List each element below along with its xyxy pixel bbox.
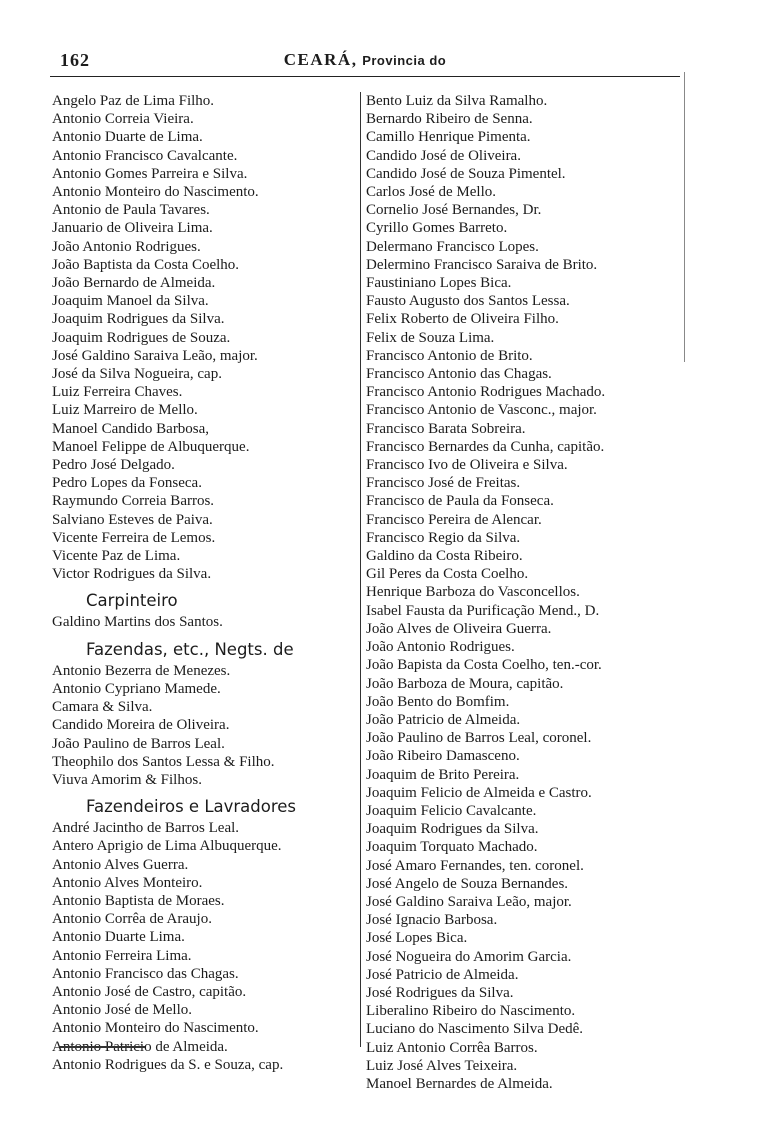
- list-item: Antonio Cypriano Mamede.: [52, 680, 221, 697]
- list-item: Joaquim Rodrigues da Silva.: [52, 311, 225, 328]
- list-item: Antonio Alves Guerra.: [52, 856, 189, 873]
- list-item: João Paulino de Barros Leal.: [52, 735, 225, 752]
- list-item: Antonio Monteiro do Nascimento.: [52, 184, 259, 201]
- section-heading-carpinteiro: Carpinteiro: [86, 591, 178, 611]
- list-item: Viuva Amorim & Filhos.: [52, 771, 202, 788]
- list-item: Theophilo dos Santos Lessa & Filho.: [52, 753, 275, 770]
- list-item: Pedro José Delgado.: [52, 457, 175, 474]
- list-item: Antonio Corrêa de Araujo.: [52, 911, 212, 928]
- list-item: Henrique Barboza do Vasconcellos.: [366, 584, 580, 601]
- list-item: Joaquim de Brito Pereira.: [366, 766, 520, 783]
- list-item: João Patricio de Almeida.: [366, 711, 521, 728]
- list-item: Antonio Francisco das Chagas.: [52, 965, 239, 982]
- list-item: Luiz Ferreira Chaves.: [52, 384, 183, 401]
- list-item: Camara & Silva.: [52, 699, 153, 716]
- list-item: Francisco Barata Sobreira.: [366, 420, 526, 437]
- list-item: Luiz José Alves Teixeira.: [366, 1057, 518, 1074]
- list-item: Francisco Regio da Silva.: [366, 529, 521, 546]
- list-item: Antonio de Paula Tavares.: [52, 202, 210, 219]
- list-item: João Ribeiro Damasceno.: [366, 748, 520, 765]
- list-item: Manoel Candido Barbosa,: [52, 420, 210, 437]
- list-item: Januario de Oliveira Lima.: [52, 220, 213, 237]
- margin-rule: [684, 72, 685, 362]
- list-item: Antero Aprigio de Lima Albuquerque.: [52, 838, 282, 855]
- list-item: Antonio Correia Vieira.: [52, 111, 194, 128]
- list-item: Francisco Antonio Rodrigues Machado.: [366, 384, 606, 401]
- list-item: Antonio Duarte Lima.: [52, 929, 185, 946]
- list-item: Antonio José de Mello.: [52, 1002, 192, 1019]
- list-item: Francisco Antonio de Vasconc., major.: [366, 402, 597, 419]
- column-divider: [360, 92, 361, 1047]
- list-item: Francisco de Paula da Fonseca.: [366, 493, 554, 510]
- names-list-continued: [52, 92, 358, 583]
- list-item: João Alves de Oliveira Guerra.: [366, 620, 552, 637]
- list-item: Galdino Martins dos Santos.: [52, 614, 223, 631]
- list-item: Luciano do Nascimento Silva Dedê.: [366, 1021, 584, 1038]
- list-item: Vicente Ferreira de Lemos.: [52, 529, 216, 546]
- list-item: Candido José de Oliveira.: [366, 147, 521, 164]
- page-number: 162: [60, 50, 90, 70]
- fazendeiros-list-continued: [366, 92, 684, 1093]
- list-item: Bernardo Ribeiro de Senna.: [366, 111, 533, 128]
- list-item: José Ignacio Barbosa.: [366, 912, 498, 929]
- list-item: Antonio Gomes Parreira e Silva.: [52, 165, 248, 182]
- section-heading-fazendas: Fazendas, etc., Negts. de: [86, 639, 294, 659]
- list-item: João Antonio Rodrigues.: [52, 238, 201, 255]
- list-item: José Amaro Fernandes, ten. coronel.: [366, 857, 584, 874]
- list-item: Vicente Paz de Lima.: [52, 548, 181, 565]
- list-item: Salviano Esteves de Paiva.: [52, 511, 213, 528]
- list-item: Victor Rodrigues da Silva.: [52, 566, 212, 583]
- list-item: Joaquim Rodrigues de Souza.: [52, 329, 231, 346]
- list-item: João Bernardo de Almeida.: [52, 275, 216, 292]
- list-item: Bento Luiz da Silva Ramalho.: [366, 93, 548, 109]
- running-head-subtitle: Provincia do: [362, 53, 447, 68]
- list-item: João Bento do Bomfim.: [366, 693, 510, 710]
- list-item: André Jacintho de Barros Leal.: [52, 820, 240, 837]
- carpinteiro-list: [52, 613, 358, 631]
- list-item: Luiz Antonio Corrêa Barros.: [366, 1039, 538, 1056]
- list-item: Antonio Alves Monteiro.: [52, 874, 203, 891]
- list-item: Pedro Lopes da Fonseca.: [52, 475, 202, 492]
- list-item: Isabel Fausta da Purificação Mend., D.: [366, 602, 600, 619]
- list-item: José Angelo de Souza Bernandes.: [366, 875, 569, 892]
- list-item: João Bapista da Costa Coelho, ten.-cor.: [366, 657, 602, 674]
- list-item: Delermino Francisco Saraiva de Brito.: [366, 256, 598, 273]
- right-column: [366, 92, 684, 1093]
- list-item: João Paulino de Barros Leal, coronel.: [366, 730, 592, 747]
- list-item: Luiz Marreiro de Mello.: [52, 402, 198, 419]
- list-item: Francisco Pereira de Alencar.: [366, 511, 542, 528]
- section-heading-fazendeiros: Fazendeiros e Lavradores: [86, 797, 297, 817]
- list-item: João Barboza de Moura, capitão.: [366, 675, 564, 692]
- list-item: Candido Moreira de Oliveira.: [52, 717, 230, 734]
- list-item: Antonio Francisco Cavalcante.: [52, 147, 238, 164]
- list-item: Antonio Baptista de Moraes.: [52, 892, 225, 909]
- list-item: Angelo Paz de Lima Filho.: [52, 93, 215, 109]
- list-item: Joaquim Rodrigues da Silva.: [366, 821, 539, 838]
- list-item: Antonio Monteiro do Nascimento.: [52, 1020, 259, 1037]
- list-item: Delermano Francisco Lopes.: [366, 238, 539, 255]
- page-header: [50, 46, 680, 77]
- list-item: Francisco José de Freitas.: [366, 475, 521, 492]
- list-item: José Lopes Bica.: [366, 930, 468, 947]
- list-item: José Rodrigues da Silva.: [366, 984, 514, 1001]
- list-item: Antonio Bezerra de Menezes.: [52, 662, 231, 679]
- list-item: Liberalino Ribeiro do Nascimento.: [366, 1003, 576, 1020]
- list-item: Candido José de Souza Pimentel.: [366, 165, 566, 182]
- fazendas-list: [52, 662, 358, 789]
- list-item: Felix de Souza Lima.: [366, 329, 495, 346]
- list-item: João Baptista da Costa Coelho.: [52, 256, 240, 273]
- list-item: Manoel Bernardes de Almeida.: [366, 1075, 553, 1092]
- list-item: Felix Roberto de Oliveira Filho.: [366, 311, 559, 328]
- list-item: Gil Peres da Costa Coelho.: [366, 566, 529, 583]
- list-item: João Antonio Rodrigues.: [366, 639, 515, 656]
- list-item: José Patricio de Almeida.: [366, 966, 519, 983]
- list-item: Galdino da Costa Ribeiro.: [366, 548, 523, 565]
- list-item: Francisco Ivo de Oliveira e Silva.: [366, 457, 568, 474]
- list-item: Joaquim Torquato Machado.: [366, 839, 538, 856]
- list-item: Faustiniano Lopes Bica.: [366, 275, 512, 292]
- bottom-rule: [60, 1046, 145, 1048]
- list-item: Antonio Duarte de Lima.: [52, 129, 203, 146]
- list-item: Raymundo Correia Barros.: [52, 493, 215, 510]
- list-item: José Galdino Saraiva Leão, major.: [52, 347, 258, 364]
- list-item: Francisco Bernardes da Cunha, capitão.: [366, 438, 605, 455]
- running-head: [50, 50, 680, 70]
- list-item: Cornelio José Bernandes, Dr.: [366, 202, 542, 219]
- list-item: Joaquim Felicio de Almeida e Castro.: [366, 784, 592, 801]
- running-head-title: CEARÁ,: [283, 50, 358, 69]
- list-item: Francisco Antonio das Chagas.: [366, 366, 552, 383]
- list-item: Joaquim Manoel da Silva.: [52, 293, 209, 310]
- list-item: Francisco Antonio de Brito.: [366, 347, 533, 364]
- list-item: José Nogueira do Amorim Garcia.: [366, 948, 572, 965]
- fazendeiros-list: [52, 819, 358, 1074]
- list-item: Antonio José de Castro, capitão.: [52, 983, 247, 1000]
- list-item: Antonio Rodrigues da S. e Souza, cap.: [52, 1056, 284, 1073]
- list-item: Manoel Felippe de Albuquerque.: [52, 438, 250, 455]
- list-item: Fausto Augusto dos Santos Lessa.: [366, 293, 570, 310]
- list-item: Camillo Henrique Pimenta.: [366, 129, 531, 146]
- list-item: Carlos José de Mello.: [366, 184, 496, 201]
- list-item: Joaquim Felicio Cavalcante.: [366, 802, 537, 819]
- list-item: José da Silva Nogueira, cap.: [52, 366, 222, 383]
- list-item: José Galdino Saraiva Leão, major.: [366, 893, 572, 910]
- list-item: Antonio Ferreira Lima.: [52, 947, 192, 964]
- left-column: [52, 92, 358, 1074]
- list-item: Antonio Patricio de Almeida.: [52, 1038, 228, 1055]
- list-item: Cyrillo Gomes Barreto.: [366, 220, 508, 237]
